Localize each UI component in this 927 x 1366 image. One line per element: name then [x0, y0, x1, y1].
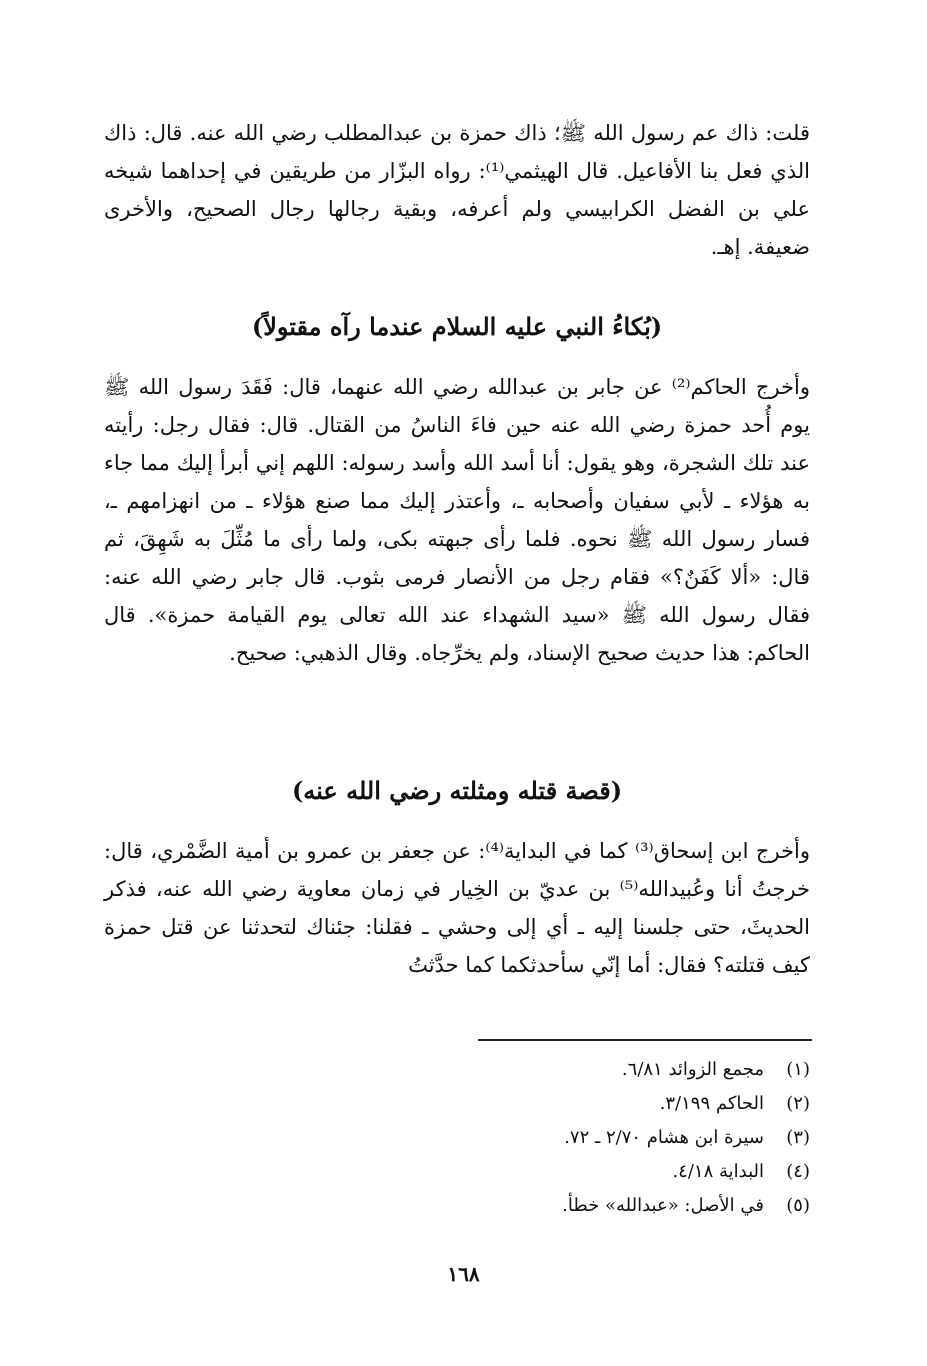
section-heading-1: (بُكاءُ النبي عليه السلام عندما رآه مقتولاً): [251, 312, 663, 341]
section-heading-2: (قصة قتله ومثلته رضي الله عنه): [291, 776, 623, 805]
footnote-number: (٤): [786, 1161, 810, 1182]
paragraph-1: قلت: ذاك عم رسول الله ﷺ؛ ذاك حمزة بن عبدالمطلب رضي الله عنه. قال: ذاك الذي فعل بنا الأفاعيل. قال الهيثمي⁽¹⁾: رواه البزّار من طريقين في إحداهما شيخه علي بن الفضل الكرابيسي ولم أعرفه، وبقية رجالها رجال الصحيح، والأخرى ضعيفة. إهـ.: [104, 121, 810, 259]
footnote-item: [104, 1087, 810, 1121]
footnote-text: سيرة ابن هشام ٢/٧٠ ـ ٧٢.: [564, 1127, 764, 1148]
footnote-text: مجمع الزوائد ٦/٨١.: [621, 1059, 764, 1080]
footnote-divider: [478, 1039, 812, 1041]
footnote-item: [104, 1189, 810, 1223]
paragraph-3: وأخرج ابن إسحاق⁽³⁾ كما في البداية⁽⁴⁾: عن جعفر بن عمرو بن أمية الضَّمْري، قال: خرجتُ أنا وعُبيدالله⁽⁵⁾ بن عديّ بن الخِيار في زمان معاوية رضي الله عنه، فذكر الحديثَ، حتى جلسنا إليه ـ أي إلى وحشي ـ فقلنا: جئناك لتحدثنا عن قتل حمزة كيف قتلته؟ فقال: أما إنّي سأحدثكما كما حدَّثتُ: [104, 839, 811, 977]
footnote-number: (٣): [786, 1127, 810, 1148]
footnote-text: البداية ٤/١٨.: [672, 1161, 764, 1182]
footnote-number: (٥): [786, 1195, 810, 1216]
page-number: ١٦٨: [447, 1262, 480, 1286]
footnotes-list: [104, 1053, 810, 1223]
paragraph-2: وأخرج الحاكم⁽²⁾ عن جابر بن عبدالله رضي الله عنهما، قال: فَقَدَ رسول الله ﷺ يوم أُحد حمزة رضي الله عنه حين فاءَ الناسُ من القتال. قال: فقال رجل: رأيته عند تلك الشجرة، وهو يقول: أنا أسد الله وأسد رسوله: اللهم إني أبرأ إليك مما جاء به هؤلاء ـ لأبي سفيان وأصحابه ـ، وأعتذر إليك مما صنع هؤلاء ـ من انهزامهم ـ، فسار رسول الله ﷺ نحوه. فلما رأى جبهته بكى، ولما رأى ما مُثِّلَ به شَهِقَ، ثم قال: «ألا كَفَنٌ؟» فقام رجل من الأنصار فرمى بثوب. قال جابر رضي الله عنه: فقال رسول الله ﷺ «سيد الشهداء عند الله تعالى يوم القيامة حمزة». قال الحاكم: هذا حديث صحيح الإسناد، ولم يخرِّجاه. وقال الذهبي: صحيح.: [104, 375, 810, 665]
footnote-item: [104, 1155, 810, 1189]
footnote-number: (٢): [786, 1093, 810, 1114]
footnote-item: [104, 1121, 810, 1155]
footnote-item: [104, 1053, 810, 1087]
footnote-number: (١): [786, 1059, 810, 1080]
footnote-text: في الأصل: «عبدالله» خطأ.: [562, 1195, 764, 1216]
footnote-text: الحاكم ٣/١٩٩.: [659, 1093, 764, 1114]
